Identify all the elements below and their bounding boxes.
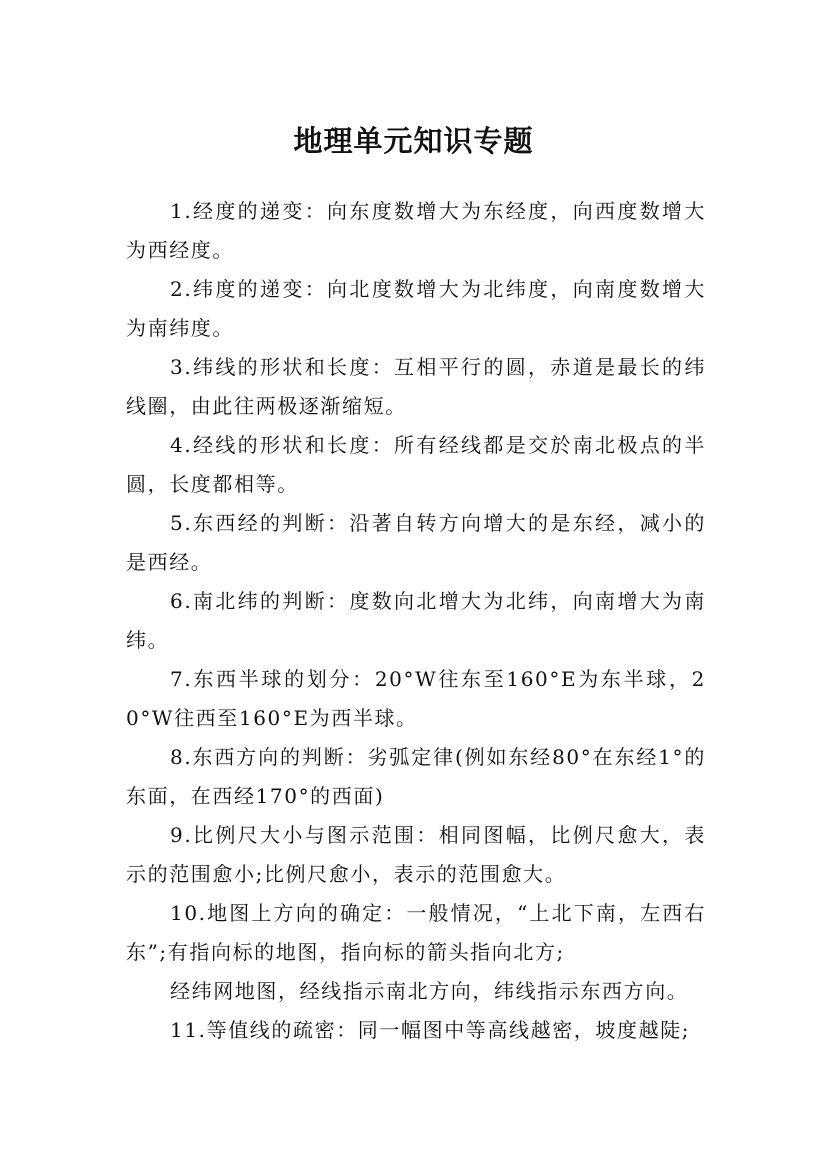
paragraph-4: 4.经线的形状和长度：所有经线都是交於南北极点的半圆，长度都相等。 [126, 433, 706, 496]
document-title: 地理单元知识专题 [293, 124, 534, 159]
paragraph-5: 5.东西经的判断：沿著自转方向增大的是东经，减小的是西经。 [126, 511, 706, 574]
paragraph-3: 3.纬线的形状和长度：互相平行的圆，赤道是最长的纬线圈，由此往两极逐渐缩短。 [126, 355, 706, 418]
paragraph-11: 11.等值线的疏密：同一幅图中等高线越密，坡度越陡; [170, 1018, 691, 1042]
paragraph-10: 10.地图上方向的确定：一般情况，“上北下南，左西右东”;有指向标的地图，指向标的箭头指向北方; [126, 901, 706, 964]
document-body [126, 192, 706, 1050]
paragraph-2: 2.纬度的递变：向北度数增大为北纬度，向南度数增大为南纬度。 [126, 277, 706, 340]
paragraph-10-continued: 经纬网地图，经线指示南北方向，纬线指示东西方向。 [170, 979, 689, 1003]
paragraph-8: 8.东西方向的判断：劣弧定律(例如东经80°在东经1°的东面，在西经170°的西面) [126, 745, 706, 808]
paragraph-6: 6.南北纬的判断：度数向北增大为北纬，向南增大为南纬。 [126, 589, 706, 652]
paragraph-9: 9.比例尺大小与图示范围：相同图幅，比例尺愈大，表示的范围愈小;比例尺愈小，表示的范围愈大。 [126, 823, 706, 886]
paragraph-1: 1.经度的递变：向东度数增大为东经度，向西度数增大为西经度。 [126, 199, 706, 262]
paragraph-7: 7.东西半球的划分：20°W往东至160°E为东半球，20°W往西至160°E为西半球。 [126, 667, 706, 730]
